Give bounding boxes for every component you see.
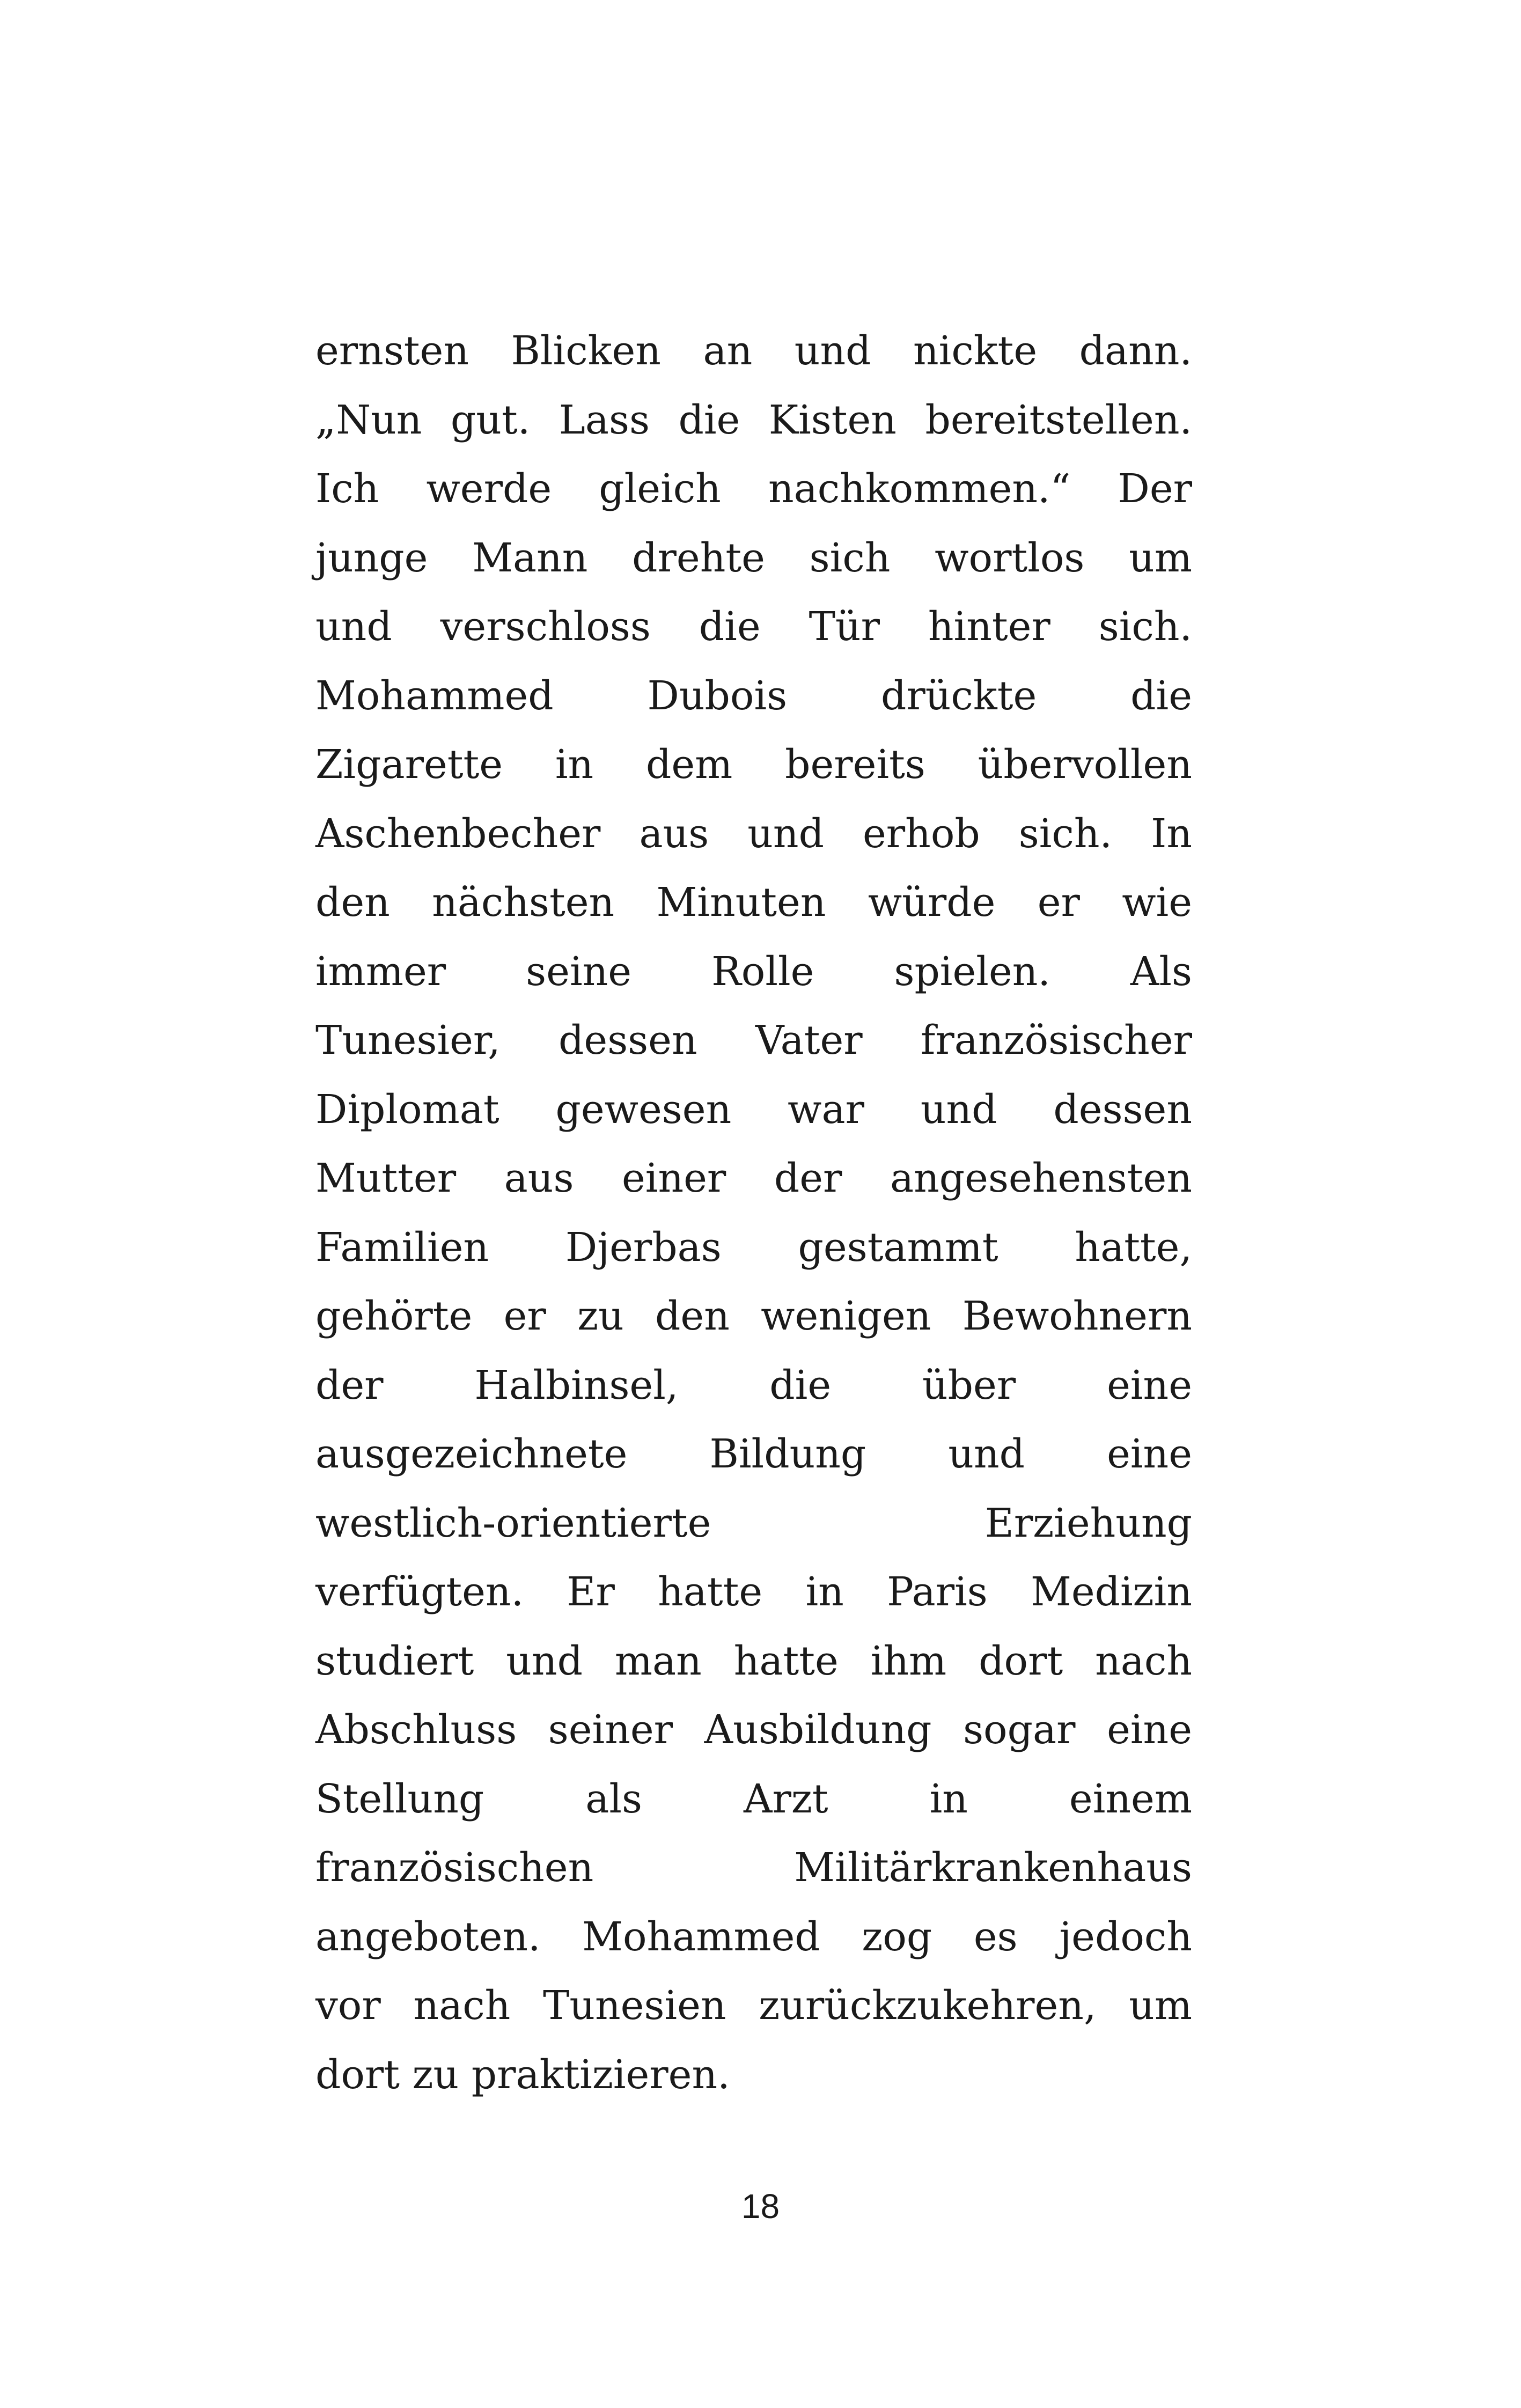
text-line: Aschenbecher aus und erhob sich. In: [315, 810, 1192, 857]
text-line: dort zu praktizieren.: [315, 2051, 730, 2098]
body-text: [315, 317, 1192, 2109]
text-line: den nächsten Minuten würde er wie: [315, 879, 1192, 926]
text-line: Familien Djerbas gestammt hatte,: [315, 1224, 1192, 1271]
text-line: „Nun gut. Lass die Kisten bereitstellen.: [315, 397, 1192, 443]
text-line: Mohammed Dubois drückte die: [315, 672, 1192, 719]
text-line: immer seine Rolle spielen. Als: [315, 948, 1192, 995]
text-line: vor nach Tunesien zurückzukehren, um: [315, 1983, 1192, 2029]
text-line: westlich-orientierte Erziehung: [315, 1500, 1192, 1546]
text-line: ausgezeichnete Bildung und eine: [315, 1431, 1192, 1477]
text-line: Mutter aus einer der angesehensten: [315, 1155, 1192, 1201]
text-line: und verschloss die Tür hinter sich.: [315, 604, 1192, 650]
text-line: angeboten. Mohammed zog es jedoch: [315, 1913, 1192, 1960]
text-line: gehörte er zu den wenigen Bewohnern: [315, 1293, 1192, 1339]
text-line: studiert und man hatte ihm dort nach: [315, 1638, 1192, 1684]
text-line: verfügten. Er hatte in Paris Medizin: [315, 1569, 1192, 1615]
text-line: Zigarette in dem bereits übervollen: [315, 742, 1192, 788]
text-line: der Halbinsel, die über eine: [315, 1362, 1192, 1408]
text-line: ernsten Blicken an und nickte dann.: [315, 328, 1192, 374]
text-line: Stellung als Arzt in einem: [315, 1775, 1192, 1822]
text-line: französischen Militärkrankenhaus: [315, 1845, 1192, 1891]
text-line: Ich werde gleich nachkommen.“ Der: [315, 466, 1192, 512]
page-number: 18: [741, 2187, 780, 2226]
text-line: Diplomat gewesen war und dessen: [315, 1086, 1192, 1133]
text-line: junge Mann drehte sich wortlos um: [315, 534, 1192, 581]
text-line: Tunesier, dessen Vater französischer: [315, 1017, 1192, 1063]
text-line: Abschluss seiner Ausbildung sogar eine: [315, 1707, 1192, 1753]
